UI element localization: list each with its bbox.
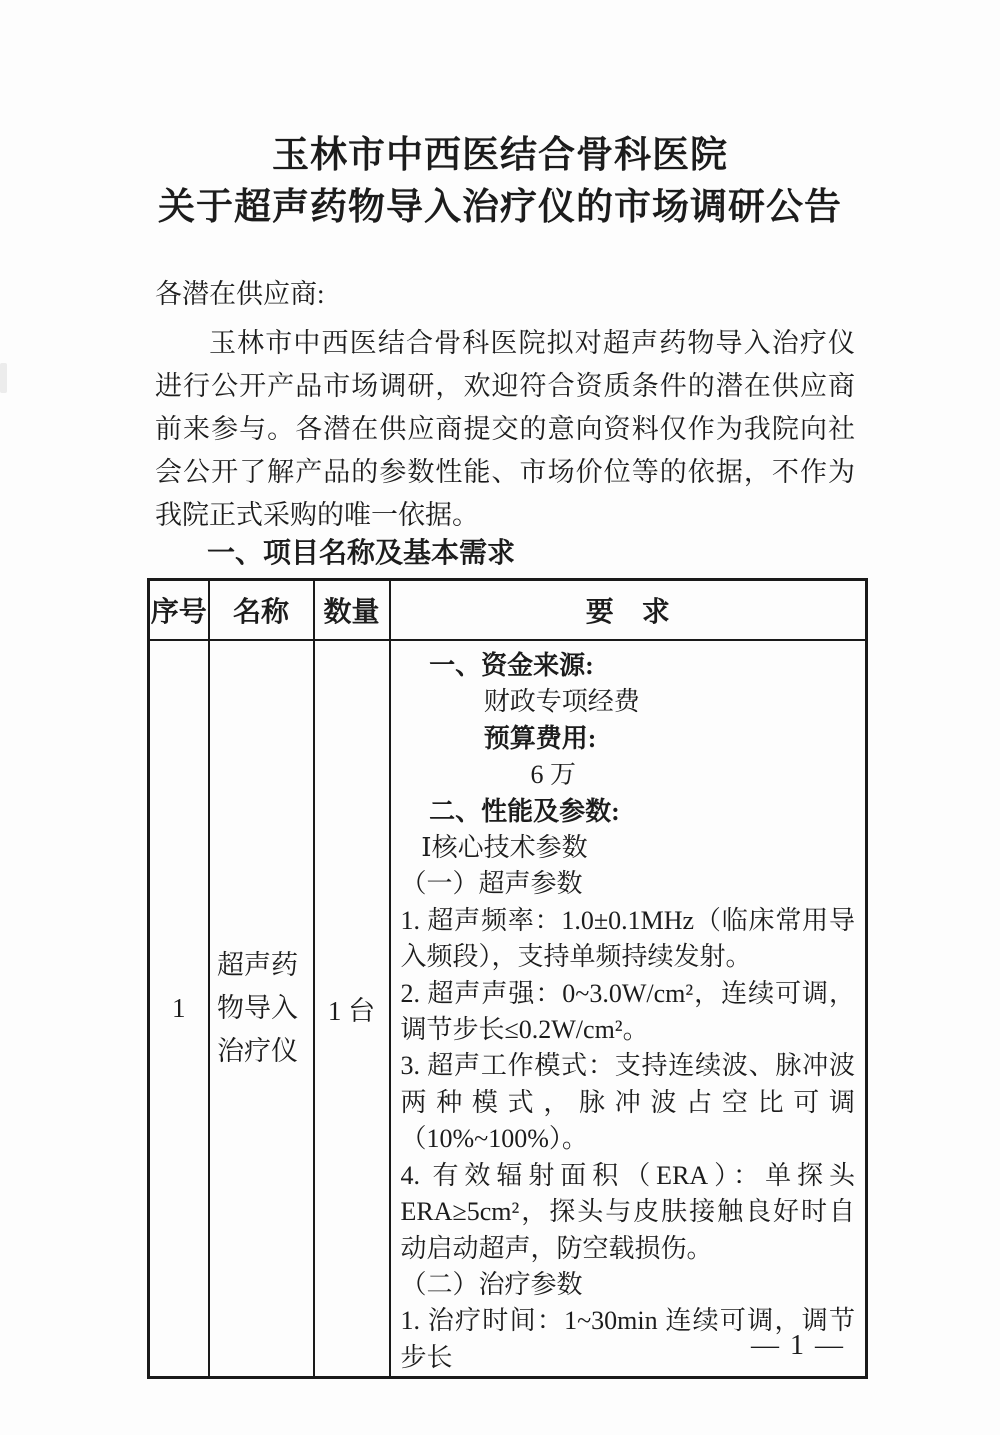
requirement-line: 3. 超声工作模式：支持连续波、脉冲波两种模式，脉冲波占空比可调（10%~100%）。 — [400, 1051, 855, 1154]
requirement-line: 2. 超声声强：0~3.0W/cm²，连续可调，调节步长≤0.2W/cm²。 — [400, 978, 855, 1045]
header-name: 名称 — [209, 580, 314, 641]
cell-quantity: 1 台 — [314, 640, 390, 1378]
item-name: 超声药物导入治疗仪 — [217, 950, 298, 1067]
requirement-line: Ⅰ核心技术参数 — [421, 833, 588, 863]
requirement-line: 二、性能及参数: — [429, 796, 620, 826]
document-title-line1: 玉林市中西医结合骨科医院 — [272, 135, 728, 176]
header-quantity: 数量 — [314, 580, 390, 641]
salutation: 各潜在供应商: — [155, 279, 325, 309]
document-title-line2: 关于超声药物导入治疗仪的市场调研公告 — [158, 187, 842, 228]
requirements-cell — [390, 640, 867, 1378]
table-row — [149, 640, 867, 1378]
table-header-row — [149, 580, 867, 641]
requirement-line: 财政专项经费 — [483, 687, 640, 717]
page-number: — 1 — — [751, 1330, 845, 1361]
requirement-line: （一）超声参数 — [400, 869, 583, 899]
requirement-line: 6 万 — [530, 760, 577, 790]
requirement-line: （二）治疗参数 — [400, 1269, 583, 1299]
requirement-line: 1. 治疗时间：1~30min 连续可调，调节步长 — [400, 1306, 855, 1372]
requirement-line: 4. 有效辐射面积（ERA）：单探头 ERA≥5cm²，探头与皮肤接触良好时自动启动超声，防空载损伤。 — [400, 1160, 855, 1263]
requirement-line: 一、资金来源: — [429, 651, 594, 680]
cell-index: 1 — [149, 640, 209, 1378]
intro-paragraph: 玉林市中西医结合骨科医院拟对超声药物导入治疗仪进行公开产品市场调研，欢迎符合资质条件的潜在供应商前来参与。各潜在供应商提交的意向资料仅作为我院向社会公开了解产品的参数性能、市场价位等的依据，不作为我院正式采购的唯一依据。 — [155, 328, 855, 530]
requirements-table — [147, 578, 868, 1379]
header-requirements: 要 求 — [390, 580, 867, 641]
requirement-line: 1. 超声频率：1.0±0.1MHz（临床常用导入频段），支持单频持续发射。 — [400, 905, 855, 972]
scan-artifact — [0, 363, 7, 393]
cell-name — [209, 640, 314, 1378]
section-heading: 一、项目名称及基本需求 — [207, 537, 516, 568]
document-title — [0, 130, 1000, 234]
header-index: 序号 — [149, 580, 209, 641]
requirement-line: 预算费用: — [483, 723, 597, 753]
